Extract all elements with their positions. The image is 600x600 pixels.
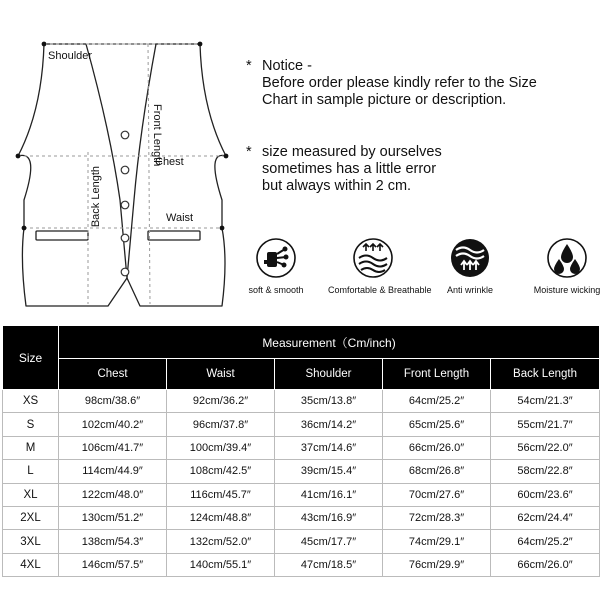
front-length-cell: 74cm/29.1″	[383, 530, 491, 553]
shoulder-cell: 45cm/17.7″	[275, 530, 383, 553]
feature-label: Comfortable & Breathable	[328, 285, 432, 295]
shoulder-label: Shoulder	[48, 50, 93, 62]
shoulder-cell: 37cm/14.6″	[275, 436, 383, 459]
chest-cell: 138cm/54.3″	[59, 530, 167, 553]
waist-cell: 100cm/39.4″	[167, 436, 275, 459]
feature-soft-smooth	[231, 238, 321, 295]
front-length-cell: 66cm/26.0″	[383, 436, 491, 459]
back-length-cell: 66cm/26.0″	[491, 553, 600, 576]
back-length-cell: 62cm/24.4″	[491, 506, 600, 529]
size-chart-table	[2, 325, 600, 577]
front-length-cell: 65cm/25.6″	[383, 413, 491, 436]
shoulder-cell: 36cm/14.2″	[275, 413, 383, 436]
front-length-label: Front Length	[151, 104, 163, 167]
shoulder-cell: 35cm/13.8″	[275, 390, 383, 413]
waist-cell: 132cm/52.0″	[167, 530, 275, 553]
waist-cell: 92cm/36.2″	[167, 390, 275, 413]
column-header: Shoulder	[275, 359, 383, 390]
anti-wrinkle-icon	[450, 238, 490, 278]
waist-cell: 116cm/45.7″	[167, 483, 275, 506]
size-cell: 2XL	[3, 506, 59, 529]
waist-cell: 96cm/37.8″	[167, 413, 275, 436]
chest-cell: 146cm/57.5″	[59, 553, 167, 576]
waist-cell: 140cm/55.1″	[167, 553, 275, 576]
notice-bullet: *	[246, 144, 252, 160]
front-length-cell: 64cm/25.2″	[383, 390, 491, 413]
breathable-fabric-icon	[353, 238, 393, 278]
feature-label: soft & smooth	[248, 285, 304, 295]
feature-label: Moisture wicking	[533, 285, 600, 295]
table-row	[3, 553, 600, 576]
feature-anti-wrinkle	[425, 238, 515, 295]
front-length-cell: 70cm/27.6″	[383, 483, 491, 506]
back-length-cell: 60cm/23.6″	[491, 483, 600, 506]
notice-line: but always within 2 cm.	[262, 178, 412, 194]
back-length-cell: 56cm/22.0″	[491, 436, 600, 459]
chest-cell: 98cm/38.6″	[59, 390, 167, 413]
back-length-cell: 54cm/21.3″	[491, 390, 600, 413]
size-cell: XL	[3, 483, 59, 506]
notice-bullet: *	[246, 58, 252, 74]
back-length-cell: 55cm/21.7″	[491, 413, 600, 436]
shoulder-cell: 47cm/18.5″	[275, 553, 383, 576]
column-header: Chest	[59, 359, 167, 390]
notice-line: Chart in sample picture or description.	[262, 92, 507, 108]
table-row	[3, 483, 600, 506]
water-drops-icon	[547, 238, 587, 278]
chest-cell: 106cm/41.7″	[59, 436, 167, 459]
front-length-cell: 68cm/26.8″	[383, 460, 491, 483]
size-cell: L	[3, 460, 59, 483]
size-cell: S	[3, 413, 59, 436]
front-length-cell: 76cm/29.9″	[383, 553, 491, 576]
front-length-cell: 72cm/28.3″	[383, 506, 491, 529]
shoulder-cell: 41cm/16.1″	[275, 483, 383, 506]
size-cell: M	[3, 436, 59, 459]
size-cell: 4XL	[3, 553, 59, 576]
table-row	[3, 506, 600, 529]
chest-cell: 102cm/40.2″	[59, 413, 167, 436]
column-header: Front Length	[383, 359, 491, 390]
chest-cell: 130cm/51.2″	[59, 506, 167, 529]
table-row	[3, 530, 600, 553]
back-length-cell: 58cm/22.8″	[491, 460, 600, 483]
size-header: Size	[3, 326, 59, 390]
waist-cell: 108cm/42.5″	[167, 460, 275, 483]
feature-comfortable-breathable	[328, 238, 432, 295]
chest-cell: 114cm/44.9″	[59, 460, 167, 483]
measurement-header: Measurement（Cm/inch)	[59, 326, 600, 359]
feature-label: Anti wrinkle	[446, 285, 493, 295]
waist-cell: 124cm/48.8″	[167, 506, 275, 529]
column-header: Back Length	[491, 359, 600, 390]
chest-label: Chest	[155, 156, 184, 168]
chest-cell: 122cm/48.0″	[59, 483, 167, 506]
notice-line: sometimes has a little error	[262, 161, 437, 177]
back-length-label: Back Length	[90, 166, 102, 228]
size-cell: XS	[3, 390, 59, 413]
cotton-hand-icon	[256, 238, 296, 278]
table-row	[3, 436, 600, 459]
table-row	[3, 413, 600, 436]
feature-moisture-wicking	[522, 238, 600, 295]
shoulder-cell: 43cm/16.9″	[275, 506, 383, 529]
table-row	[3, 460, 600, 483]
notice-line: Notice -	[262, 58, 312, 74]
size-cell: 3XL	[3, 530, 59, 553]
notice-line: size measured by ourselves	[262, 144, 442, 160]
back-length-cell: 64cm/25.2″	[491, 530, 600, 553]
waist-label: Waist	[166, 212, 194, 224]
shoulder-cell: 39cm/15.4″	[275, 460, 383, 483]
table-row	[3, 390, 600, 413]
notice-line: Before order please kindly refer to the Size	[262, 75, 537, 91]
column-header: Waist	[167, 359, 275, 390]
